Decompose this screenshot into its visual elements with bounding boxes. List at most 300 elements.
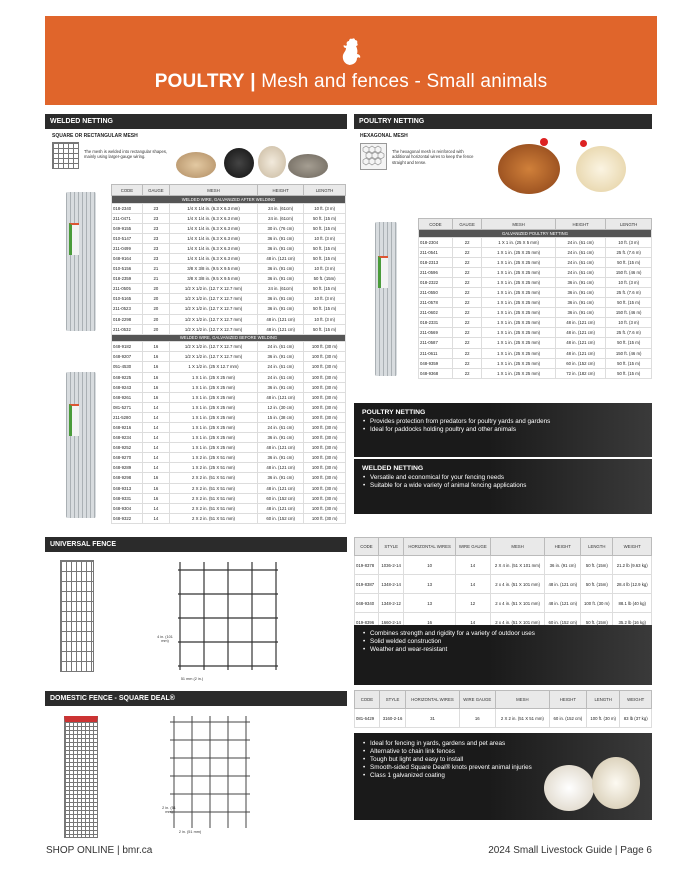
table-cell: 1 X 2 in. (25 X 51 mm) — [169, 453, 257, 463]
table-cell: 36 in. (91 cm) — [258, 274, 304, 284]
table-cell: 20 — [142, 324, 169, 334]
table-cell: 83 lb (37 kg) — [620, 709, 652, 728]
table-cell: 2 X 2 in. (51 X 51 mm) — [169, 493, 257, 503]
table-cell: 14 — [142, 402, 169, 412]
feature-item: • Ideal for fencing in yards, gardens and pet areas — [362, 740, 532, 748]
table-cell: 1 X 1 in. (25 X 25 mm) — [482, 368, 555, 378]
table-cell: 36 in. (91 cm) — [555, 308, 606, 318]
table-cell: 16 — [142, 352, 169, 362]
table-cell: 211-0523 — [112, 304, 143, 314]
table-row — [419, 257, 652, 267]
table-cell: 50 ft. (15m) — [581, 575, 613, 594]
table-cell: 1 X 1 in. (25 X 25 mm) — [169, 433, 257, 443]
table-cell: 23 — [142, 233, 169, 243]
table-cell: 12 in. (30 cm) — [258, 402, 304, 412]
table-cell: 048-9207 — [112, 352, 143, 362]
domestic-fence-header: DOMESTIC FENCE - SQUARE DEAL® — [45, 691, 347, 706]
table-cell: 10 ft. (3 m) — [304, 233, 346, 243]
table-row — [419, 318, 652, 328]
table-cell: 211-0587 — [419, 338, 453, 348]
table-row — [112, 493, 346, 503]
table-row — [112, 233, 346, 243]
domestic-col-header: HORIZONTAL WIRES — [406, 691, 459, 709]
table-cell: 10 ft. (3 m) — [304, 294, 346, 304]
table-cell: 3160-2-16 — [379, 709, 405, 728]
domestic-col-header: STYLE — [379, 691, 405, 709]
table-cell: 1660-2-14 — [378, 613, 404, 632]
table-cell: 100 ft. (30 m) — [304, 453, 346, 463]
table-row — [419, 287, 652, 297]
universal-col-header: HEIGHT — [545, 538, 581, 556]
table-row — [112, 314, 346, 324]
table-cell: 36 in. (91 cm) — [258, 433, 304, 443]
table-cell: 48 in. (121 cm) — [258, 463, 304, 473]
table-row — [112, 412, 346, 422]
rabbits-photo — [176, 140, 328, 180]
table-cell: 010-5156 — [112, 264, 143, 274]
table-cell: 048-9216 — [112, 422, 143, 432]
table-row — [419, 358, 652, 368]
poultry-roll-image — [375, 222, 397, 376]
table-cell: 1 X 1 in. (25 X 25 mm) — [482, 287, 555, 297]
domestic-features — [354, 733, 652, 820]
table-row — [112, 463, 346, 473]
table-row — [112, 372, 346, 382]
table-cell: 14 — [142, 433, 169, 443]
table-cell: 018-2304 — [419, 237, 453, 247]
welded-netting-header: WELDED NETTING — [45, 114, 347, 129]
dogs-photo — [544, 753, 644, 815]
poultry-col-header: HEIGHT — [555, 219, 606, 230]
feature-item: • Ideal for paddocks holding poultry and other animals — [362, 426, 644, 434]
table-cell: 48 in. (121 cm) — [258, 324, 304, 334]
table-cell: 211-5280 — [112, 412, 143, 422]
table-cell: 16 — [142, 372, 169, 382]
table-row — [355, 575, 652, 594]
table-cell: 211-0550 — [419, 287, 453, 297]
table-cell: 48 in. (121 cm) — [555, 328, 606, 338]
table-cell: 28.4 lb (12.9 kg) — [613, 575, 652, 594]
table-cell: 23 — [142, 203, 169, 213]
table-cell: 1 X 1 in. (25 X 25 mm) — [169, 392, 257, 402]
table-cell: 10 — [404, 556, 455, 575]
table-cell: 10 ft. (3 m) — [304, 203, 346, 213]
table-cell: 48 in. (121 cm) — [258, 503, 304, 513]
table-cell: 22 — [452, 308, 482, 318]
table-cell: 100 ft. (30 m) — [304, 392, 346, 402]
table-cell: 24 in. (61 cm) — [258, 342, 304, 352]
table-cell: 24 in. (61cm) — [258, 203, 304, 213]
feature-item: • Tough but light and easy to install — [362, 756, 532, 764]
table-cell: 100 ft. (30 m) — [304, 362, 346, 372]
table-cell: 100 ft. (30 m) — [304, 503, 346, 513]
table-cell: 16 — [459, 709, 495, 728]
table-cell: 100 ft. (30 m) — [304, 382, 346, 392]
table-cell: 1 X 1 in. (25 X 25 mm) — [169, 402, 257, 412]
table-cell: 36 in. (91 cm) — [545, 556, 581, 575]
domestic-col-header: WEIGHT — [620, 691, 652, 709]
welded-netting-table — [111, 184, 346, 524]
domestic-dim-horizontal: 2 in. (51 mm) — [178, 830, 202, 834]
footer-shop-online: SHOP ONLINE | bmr.ca — [46, 845, 153, 856]
table-cell: 018-2313 — [419, 257, 453, 267]
table-cell: 1/2 X 1/2 in. (12.7 X 12.7 mm) — [169, 304, 257, 314]
table-row — [355, 709, 652, 728]
table-row — [112, 203, 346, 213]
table-cell: 16 — [142, 392, 169, 402]
table-cell: 1 X 1 in. (25 X 25 mm) — [482, 247, 555, 257]
table-cell: 100 ft. (30 m) — [304, 402, 346, 412]
table-cell: 36 in. (91 cm) — [258, 294, 304, 304]
table-row — [112, 274, 346, 284]
table-cell: 50 ft. (15m) — [304, 274, 346, 284]
poultry-netting-features — [354, 403, 652, 457]
feature-item: • Combines strength and rigidity for a variety of outdoor uses — [362, 630, 644, 638]
square-mesh-swatch — [52, 142, 79, 169]
table-cell: 1/4 X 1/4 in. (6.3 X 6.3 mm) — [169, 233, 257, 243]
table-cell: 1 X 1 in. (25 X 25 mm) — [482, 348, 555, 358]
table-row — [112, 503, 346, 513]
table-cell: 051-4530 — [112, 362, 143, 372]
table-cell: 10 ft. (3 m) — [606, 318, 652, 328]
table-cell: 22 — [452, 358, 482, 368]
feature2-title: WELDED NETTING — [362, 465, 424, 472]
table-cell: 1 X 1 in. (25 X 25 mm) — [169, 443, 257, 453]
table-cell: 1036-2-14 — [378, 556, 404, 575]
table-cell: 048-9182 — [112, 342, 143, 352]
table-row — [112, 443, 346, 453]
table-row — [112, 362, 346, 372]
welded-note: The mesh is welded into rectangular shapes, mainly using larger-gauge wiring. — [84, 149, 168, 160]
table-cell: 22 — [452, 247, 482, 257]
table-cell: 100 ft. (30 m) — [304, 342, 346, 352]
table-cell: 211-0611 — [419, 348, 453, 358]
table-cell: 048-9164 — [112, 253, 143, 263]
table-cell: 16 — [142, 362, 169, 372]
table-row — [112, 294, 346, 304]
table-cell: 048-9304 — [112, 503, 143, 513]
feature-item: • Class 1 galvanized coating — [362, 772, 532, 780]
table-cell: 50 ft. (15 m) — [606, 298, 652, 308]
table-cell: 22 — [452, 348, 482, 358]
universal-fence-header: UNIVERSAL FENCE — [45, 537, 347, 552]
chickens-photo — [488, 130, 638, 210]
table-cell: 100 ft. (30 m) — [581, 594, 613, 613]
welded-subtitle: SQUARE OR RECTANGULAR MESH — [52, 133, 138, 139]
table-cell: 150 ft. (46 m) — [606, 308, 652, 318]
table-row — [112, 342, 346, 352]
table-cell: 2 X 2 in. (51 X 51 mm) — [495, 709, 549, 728]
table-row — [419, 247, 652, 257]
table-cell: 2 X 4 in. (51 X 101 mm) — [490, 556, 545, 575]
table-cell: 048-9298 — [112, 473, 143, 483]
table-cell: 22 — [452, 277, 482, 287]
poultry-col-header: LENGTH — [606, 219, 652, 230]
table-cell: 1/2 X 1/2 in. (12.7 X 12.7 mm) — [169, 284, 257, 294]
table-cell: 1/2 X 1/2 in. (12.7 X 12.7 mm) — [169, 352, 257, 362]
table-cell: 1 X 1 in. (25 X 25 mm) — [169, 382, 257, 392]
table-row — [112, 243, 346, 253]
table-cell: 018-2298 — [112, 314, 143, 324]
table-row — [112, 473, 346, 483]
table-row — [112, 402, 346, 412]
table-cell: 048-9368 — [419, 368, 453, 378]
table-cell: 48 in. (121 cm) — [555, 338, 606, 348]
welded-col-header: GAUGE — [142, 185, 169, 196]
table-cell: 22 — [452, 257, 482, 267]
table-cell: 24 in. (61 cm) — [258, 362, 304, 372]
feature-item: • Alternative to chain link fences — [362, 748, 532, 756]
table-cell: 10 ft. (3 m) — [606, 237, 652, 247]
feature-item: • Provides protection from predators for poultry yards and gardens — [362, 418, 644, 426]
table-row — [112, 483, 346, 493]
table-cell: 2 X 2 in. (51 X 51 mm) — [169, 503, 257, 513]
table-cell: 14 — [142, 422, 169, 432]
table-cell: 14 — [455, 556, 490, 575]
table-cell: 48 in. (121 cm) — [555, 318, 606, 328]
table-band — [419, 230, 652, 238]
table-cell: 048-9225 — [112, 372, 143, 382]
table-cell: 31 — [406, 709, 459, 728]
table-cell: 36 in. (91 cm) — [555, 287, 606, 297]
table-cell: 100 ft. (30 m) — [304, 433, 346, 443]
table-cell: 211-0602 — [419, 308, 453, 318]
feature-item: • Weather and wear-resistant — [362, 646, 644, 654]
table-row — [419, 298, 652, 308]
table-cell: 048-9252 — [112, 443, 143, 453]
poultry-note: The hexagonal mesh is reinforced with additional horizontal wires to keep the fence straight and tense. — [392, 149, 474, 165]
table-cell: 1/2 X 1/2 in. (12.7 X 12.7 mm) — [169, 324, 257, 334]
table-cell: 211-0578 — [419, 298, 453, 308]
table-cell: 1348-2-14 — [378, 575, 404, 594]
table-cell: 36 in. (91 cm) — [258, 264, 304, 274]
table-cell: 1/4 X 1/4 in. (6.3 X 6.3 mm) — [169, 223, 257, 233]
universal-roll-image — [60, 560, 94, 672]
table-cell: 50 ft. (15 m) — [606, 368, 652, 378]
domestic-col-header: WIRE GAUGE — [459, 691, 495, 709]
table-cell: 48 in. (121 cm) — [258, 253, 304, 263]
table-cell: 36 in. (91 cm) — [258, 352, 304, 362]
table-cell: 2 X 2 in. (51 X 51 mm) — [169, 473, 257, 483]
table-cell: 50 ft. (15 m) — [606, 338, 652, 348]
table-cell: 16 — [142, 382, 169, 392]
domestic-roll-image — [64, 716, 98, 838]
table-cell: 20 — [142, 314, 169, 324]
table-cell: 100 ft. (30 m) — [304, 412, 346, 422]
table-row — [112, 422, 346, 432]
table-cell: 24 in. (61cm) — [258, 284, 304, 294]
table-cell: 36 in. (91 cm) — [258, 382, 304, 392]
universal-fence-table — [354, 537, 652, 632]
table-cell: 60 in. (152 cm) — [549, 709, 586, 728]
feature-item: • Versatile and economical for your fencing needs — [362, 474, 644, 482]
table-cell: 25 ft. (7.6 m) — [606, 287, 652, 297]
table-cell: 16 — [142, 342, 169, 352]
table-cell: 010-5165 — [112, 294, 143, 304]
table-cell: 048-9331 — [112, 493, 143, 503]
table-row — [419, 348, 652, 358]
poultry-netting-table — [418, 218, 652, 379]
table-cell: 1 X 1 in. (25 X 25 mm) — [482, 338, 555, 348]
table-cell: 1/4 X 1/4 in. (6.3 X 6.3 mm) — [169, 213, 257, 223]
universal-col-header: MESH — [490, 538, 545, 556]
table-cell: 211-0499 — [112, 243, 143, 253]
table-cell: 25 ft. (7.6 m) — [606, 247, 652, 257]
table-row — [112, 253, 346, 263]
table-cell: 100 ft. (30 m) — [304, 422, 346, 432]
table-cell: 100 ft. (30 m) — [304, 513, 346, 523]
table-cell: 1 X 1 in. (25 X 25 mm) — [482, 358, 555, 368]
table-cell: 048-9289 — [112, 463, 143, 473]
table-cell: 20 — [142, 284, 169, 294]
table-row — [112, 213, 346, 223]
table-cell: 1/2 X 1/2 in. (12.7 X 12.7 mm) — [169, 314, 257, 324]
feature1-title: POULTRY NETTING — [362, 409, 426, 416]
table-row — [419, 267, 652, 277]
table-cell: 60 in. (152 cm) — [555, 358, 606, 368]
poultry-col-header: GAUGE — [452, 219, 482, 230]
table-band-label: WELDED WIRE, GALVANIZED AFTER WELDING — [112, 196, 346, 204]
table-row — [419, 277, 652, 287]
table-cell: 48 in. (121 cm) — [258, 443, 304, 453]
table-cell: 48 in. (121 cm) — [545, 575, 581, 594]
table-cell: 21 — [142, 264, 169, 274]
table-cell: 1 X 1 in. (25 X 25 mm) — [169, 372, 257, 382]
table-row — [419, 328, 652, 338]
table-row — [112, 392, 346, 402]
table-cell: 019-8378 — [355, 556, 379, 575]
table-cell: 60 in. (152 cm) — [258, 493, 304, 503]
table-cell: 48 in. (121 cm) — [258, 483, 304, 493]
table-cell: 50 ft. (15 m) — [304, 213, 346, 223]
domestic-col-header: MESH — [495, 691, 549, 709]
table-cell: 24 in. (61 cm) — [555, 237, 606, 247]
table-cell: 048-9234 — [112, 433, 143, 443]
table-cell: 100 ft. (30 m) — [304, 493, 346, 503]
table-cell: 3/8 X 3/8 in. (9.5 X 9.5 mm) — [169, 264, 257, 274]
table-cell: 35.2 lb (16 kg) — [613, 613, 652, 632]
table-cell: 50 ft. (15 m) — [606, 257, 652, 267]
table-cell: 36 in. (91 cm) — [258, 473, 304, 483]
table-cell: 019-8396 — [355, 613, 379, 632]
table-cell: 048-9261 — [112, 392, 143, 402]
universal-col-header: STYLE — [378, 538, 404, 556]
universal-col-header: WEIGHT — [613, 538, 652, 556]
table-cell: 14 — [142, 453, 169, 463]
universal-col-header: LENGTH — [581, 538, 613, 556]
table-row — [112, 304, 346, 314]
table-band-label: GALVANIZED POULTRY NETTING — [419, 230, 652, 238]
table-cell: 14 — [142, 503, 169, 513]
table-row — [112, 284, 346, 294]
table-cell: 10 ft. (3 m) — [304, 264, 346, 274]
welded-col-header: MESH — [169, 185, 257, 196]
table-cell: 048-9243 — [112, 382, 143, 392]
table-cell: 24 in. (61 cm) — [258, 372, 304, 382]
table-cell: 211-0505 — [112, 284, 143, 294]
table-cell: 14 — [142, 513, 169, 523]
table-cell: 48 in. (121 cm) — [545, 594, 581, 613]
table-cell: 049-9155 — [112, 223, 143, 233]
welded-roll-image-1 — [66, 192, 96, 331]
table-row — [112, 324, 346, 334]
table-cell: 1 X 1 in. (25 X 25 mm) — [169, 412, 257, 422]
table-cell: 50 ft. (15 m) — [304, 324, 346, 334]
table-cell: 100 ft. (30 m) — [304, 443, 346, 453]
table-cell: 16 — [142, 493, 169, 503]
domestic-col-header: LENGTH — [586, 691, 619, 709]
domestic-col-header: CODE — [355, 691, 380, 709]
table-cell: 1 X 1 in. (25 X 25 mm) — [482, 298, 555, 308]
table-cell: 150 ft. (46 m) — [606, 348, 652, 358]
table-cell: 50 ft. (15m) — [581, 613, 613, 632]
hexagonal-mesh-swatch — [360, 143, 387, 170]
table-cell: 24 in. (61 cm) — [258, 422, 304, 432]
table-cell: 2 X 2 in. (51 X 51 mm) — [169, 483, 257, 493]
poultry-netting-header: POULTRY NETTING — [354, 114, 652, 129]
table-cell: 14 — [455, 613, 490, 632]
table-cell: 15 in. (38 cm) — [258, 412, 304, 422]
table-cell: 22 — [452, 267, 482, 277]
table-cell: 10 ft. (3 m) — [304, 314, 346, 324]
universal-dim-horizontal: 51 mm (2 in.) — [180, 677, 204, 681]
table-row — [419, 338, 652, 348]
table-cell: 2 x 4 in. (51 X 101 mm) — [490, 575, 545, 594]
footer-page-info: 2024 Small Livestock Guide | Page 6 — [488, 845, 652, 856]
table-cell: 1 X 1/2 in. (25 X 12.7 mm) — [169, 362, 257, 372]
table-cell: 50 ft. (15 m) — [304, 284, 346, 294]
table-cell: 1 X 1 in. (25 X 25 mm) — [482, 267, 555, 277]
table-band-label: WELDED WIRE, GALVANIZED BEFORE WELDING — [112, 334, 346, 342]
table-row — [112, 453, 346, 463]
table-cell: 36 in. (91 cm) — [555, 298, 606, 308]
poultry-subtitle: HEXAGONAL MESH — [360, 133, 408, 139]
poultry-col-header: MESH — [482, 219, 555, 230]
table-row — [419, 368, 652, 378]
table-cell: 21.2 lb (9.63 kg) — [613, 556, 652, 575]
table-cell: 36 in. (91 cm) — [555, 277, 606, 287]
table-cell: 48 in. (121 cm) — [555, 348, 606, 358]
table-row — [112, 352, 346, 362]
table-cell: 48 in. (121 cm) — [258, 314, 304, 324]
table-cell: 100 ft. (30 m) — [304, 463, 346, 473]
table-cell: 048-9313 — [112, 483, 143, 493]
table-row — [419, 308, 652, 318]
table-cell: 22 — [452, 368, 482, 378]
universal-col-header: WIRE GAUGE — [455, 538, 490, 556]
welded-col-header: CODE — [112, 185, 143, 196]
table-cell: 10 ft. (3 m) — [606, 277, 652, 287]
domestic-fence-table — [354, 690, 652, 728]
table-cell: 100 ft. (30 m) — [304, 372, 346, 382]
domestic-dim-vertical: 2 in. (51 mm) — [162, 806, 176, 814]
table-cell: 20 — [142, 294, 169, 304]
table-cell: 14 — [142, 412, 169, 422]
table-row — [112, 433, 346, 443]
table-cell: 50 ft. (15 m) — [606, 358, 652, 368]
table-cell: 048-9322 — [112, 513, 143, 523]
table-cell: 081-6429 — [355, 709, 380, 728]
table-cell: 24 in. (61 cm) — [555, 247, 606, 257]
table-cell: 018-2359 — [112, 274, 143, 284]
table-row — [419, 237, 652, 247]
table-cell: 21 — [142, 274, 169, 284]
table-cell: 72 in. (182 cm) — [555, 368, 606, 378]
table-cell: 22 — [452, 318, 482, 328]
table-cell: 50 ft. (15 m) — [304, 253, 346, 263]
table-cell: 211-0471 — [112, 213, 143, 223]
table-row — [355, 594, 652, 613]
